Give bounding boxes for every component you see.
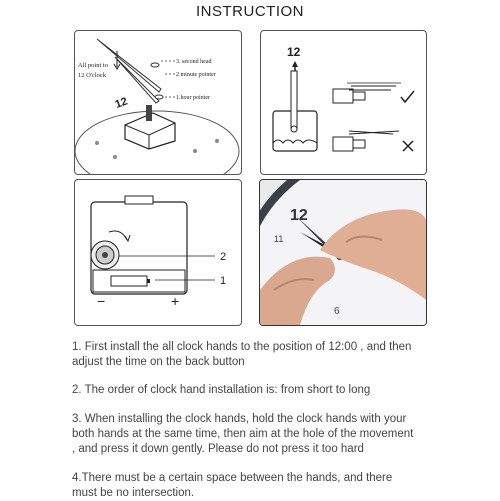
label-2: 2 (220, 251, 227, 263)
svg-text:12: 12 (290, 207, 308, 224)
diagram-movement-back (74, 179, 242, 326)
minus-label: − (97, 293, 106, 309)
instruction-4: 4.There must be a certain space between the hands, and there must be no intersection. (72, 472, 393, 499)
second-head-label: 3. second head (176, 59, 212, 65)
svg-text:11: 11 (274, 234, 284, 244)
clock-number-12: 12 (287, 45, 301, 59)
instruction-3: 3. When installing the clock hands, hold the clock hands with your both hands at the same time, then aim at the hole of the movement , and press it down gently. Please do not press it too hard (72, 413, 414, 455)
instruction-1: 1. First install the all clock hands to the position of 12:00 , and then adjust the time on the back button (72, 341, 412, 368)
all-point-label-line1: All point to (78, 62, 108, 69)
all-point-label-line2: 12 O'clock (78, 72, 107, 79)
minute-pointer-label: 2 minute pointer (176, 72, 216, 78)
plus-label: + (171, 293, 180, 309)
instruction-2: 2. The order of clock hand installation is: from short to long (72, 384, 371, 396)
label-1: 1 (220, 275, 227, 287)
clock-number-12: 12 (113, 95, 130, 111)
diagram-hand-installation (74, 30, 242, 175)
photo-installing-hands (259, 179, 427, 326)
page-title: INSTRUCTION (196, 3, 304, 20)
svg-text:6: 6 (334, 306, 340, 317)
hour-pointer-label: 1.hour pointer (176, 95, 210, 101)
diagram-hand-spacing (260, 30, 427, 175)
